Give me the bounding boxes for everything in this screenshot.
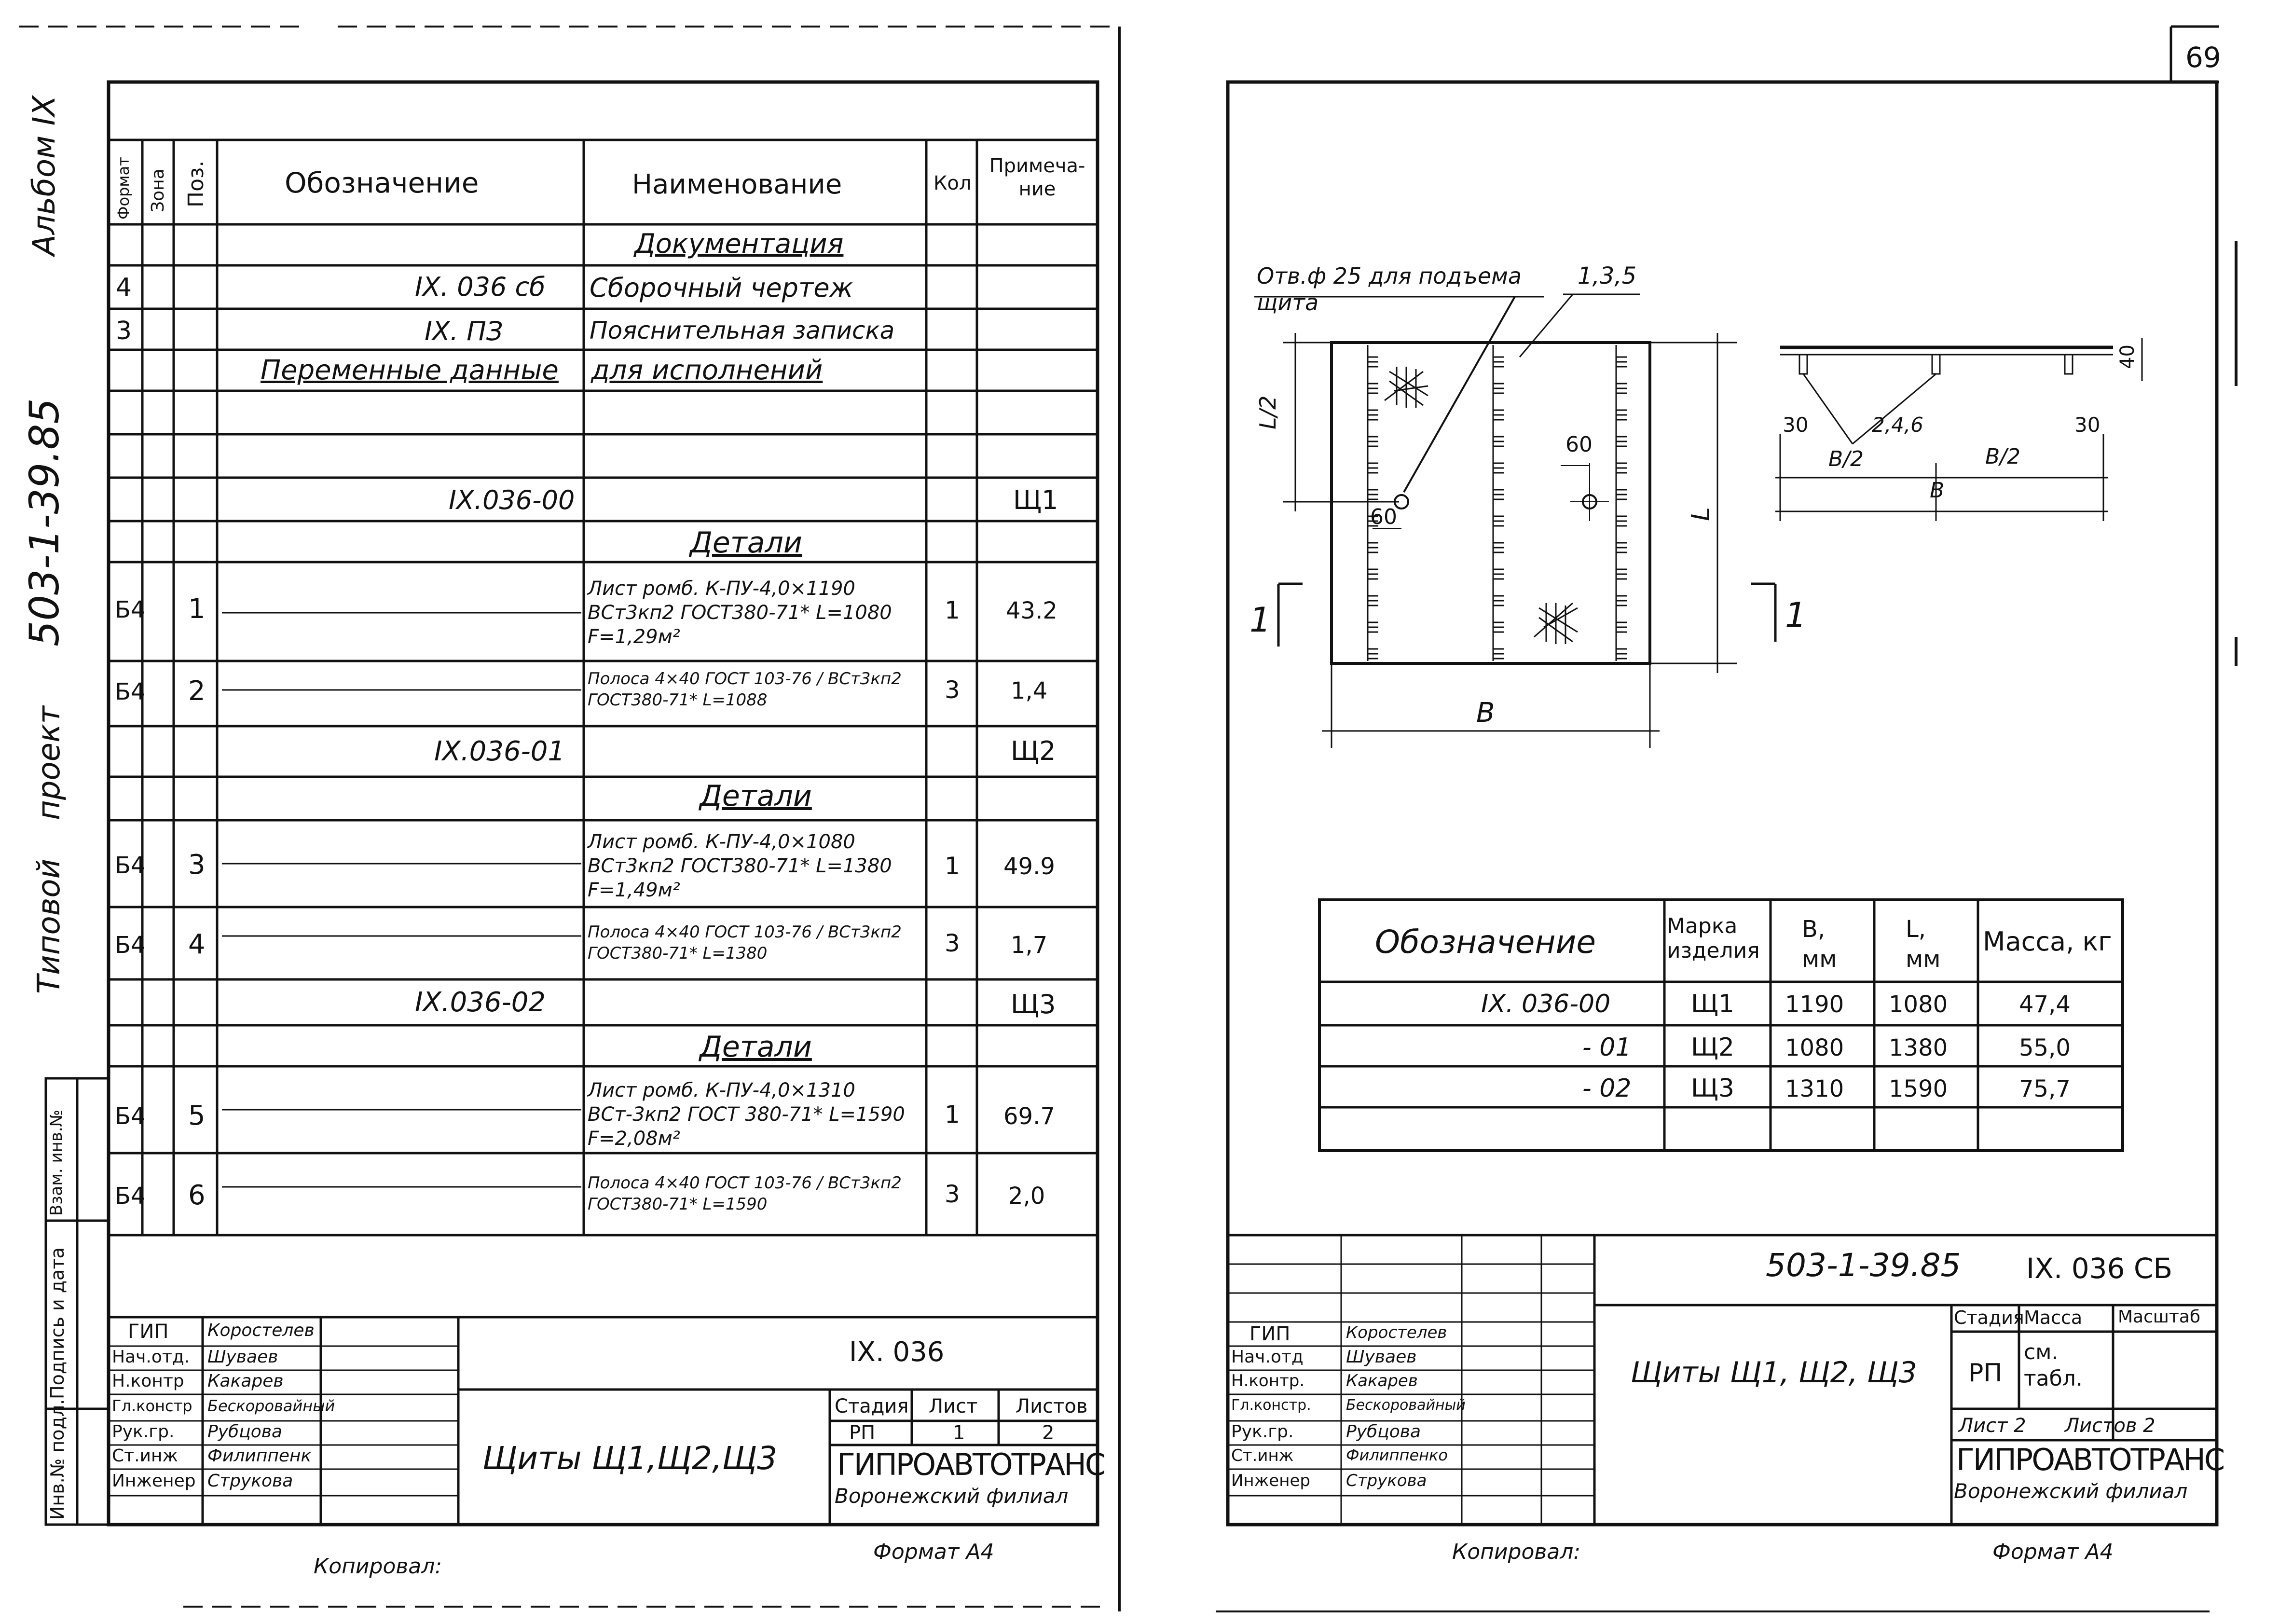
side-label-album: Альбом IX bbox=[27, 95, 62, 256]
r-staff-role-3: Гл.констр. bbox=[1231, 1397, 1311, 1414]
r-staff-role-0: ГИП bbox=[1249, 1323, 1291, 1345]
vt-r0-c0: IX. 036-00 bbox=[1481, 990, 1611, 1018]
row-2-designation: IX. ПЗ bbox=[425, 316, 503, 346]
r-staff-role-6: Инженер bbox=[1231, 1471, 1310, 1490]
right-stage-value: РП bbox=[1968, 1359, 2003, 1388]
side-label-tipovoi: Типовой bbox=[31, 858, 67, 994]
dim-60a: 60 bbox=[1565, 432, 1593, 457]
sheet-value: 1 bbox=[953, 1422, 965, 1444]
page-number: 69 bbox=[2185, 41, 2221, 74]
staff-role-4: Рук.гр. bbox=[112, 1422, 175, 1442]
staff-name-6: Струкова bbox=[207, 1471, 293, 1491]
vt-r2-c3: 1590 bbox=[1889, 1075, 1948, 1102]
r-staff-name-3: Бескоровайный bbox=[1346, 1397, 1466, 1414]
row-15-format: Б4 bbox=[115, 1183, 146, 1210]
weld-tick bbox=[1493, 490, 1504, 499]
vt-r2-c1: Щ3 bbox=[1691, 1074, 1734, 1103]
row-10-note: 49.9 bbox=[1003, 853, 1055, 880]
weld-tick bbox=[1493, 357, 1504, 367]
stamp-podpis-data: Подпись и дата bbox=[47, 1247, 68, 1399]
staff-name-5: Филиппенк bbox=[207, 1446, 312, 1466]
header-name: Наименование bbox=[632, 169, 842, 200]
dim-B2b: B/2 bbox=[1985, 444, 2021, 469]
row-2-format: 3 bbox=[116, 317, 132, 345]
weld-tick bbox=[1616, 410, 1627, 420]
vt-header-0: Обозначение bbox=[1375, 923, 1596, 961]
weld-tick bbox=[1616, 569, 1627, 579]
weld-tick bbox=[1493, 596, 1504, 606]
row-15-pos: 6 bbox=[188, 1180, 206, 1211]
row-1-designation: IX. 036 сб bbox=[415, 272, 546, 302]
row-3-name: для исполнений bbox=[591, 355, 823, 386]
drawing-title: Щиты Щ1,Щ2,Щ3 bbox=[482, 1440, 778, 1477]
weld-tick bbox=[1368, 569, 1378, 579]
row-9-name: Детали bbox=[700, 779, 812, 813]
stage-label: Стадия bbox=[835, 1395, 909, 1418]
row-6-name: Лист ромб. К-ПУ-4,0×1190 ВСт3кп2 ГОСТ380-71* L=1080 F=1,29м² bbox=[588, 578, 892, 648]
row-6-pos: 1 bbox=[188, 593, 206, 625]
right-sheets-label: Листов 2 bbox=[2065, 1415, 2155, 1437]
weld-tick bbox=[1368, 622, 1378, 632]
dim-60b: 60 bbox=[1370, 505, 1397, 529]
staff-name-0: Коростелев bbox=[207, 1321, 315, 1340]
row-1-name: Сборочный чертеж bbox=[590, 273, 853, 303]
right-mass-value: см. табл. bbox=[2024, 1340, 2083, 1391]
dim-30b: 30 bbox=[2074, 413, 2101, 437]
side-label-proekt: проект bbox=[31, 706, 67, 820]
weld-tick bbox=[1493, 649, 1504, 659]
weld-tick bbox=[1493, 569, 1504, 579]
weld-tick bbox=[1616, 649, 1627, 659]
header-pos: Поз. bbox=[184, 160, 208, 207]
hole-note: Отв.ф 25 для подъема щита bbox=[1257, 263, 1522, 316]
dim-L2: L/2 bbox=[1255, 395, 1281, 429]
vt-header-3: L, мм bbox=[1906, 916, 1941, 973]
right-org-name: ГИПРОАВТОТРАНС bbox=[1956, 1442, 2224, 1477]
r-staff-role-5: Ст.инж bbox=[1231, 1446, 1294, 1465]
weld-tick bbox=[1493, 516, 1504, 526]
org-name: ГИПРОАВТОТРАНС bbox=[837, 1447, 1105, 1482]
row-7-format: Б4 bbox=[115, 678, 146, 705]
row-8-designation: IX.036-01 bbox=[434, 736, 565, 767]
staff-name-4: Рубцова bbox=[207, 1422, 283, 1442]
row-11-name: Полоса 4×40 ГОСТ 103-76 / ВСт3кп2 ГОСТ380-71* L=1380 bbox=[588, 922, 902, 963]
dim-30a: 30 bbox=[1783, 413, 1809, 437]
left-format-label: Формат А4 bbox=[873, 1540, 994, 1564]
r-staff-name-4: Рубцова bbox=[1346, 1422, 1421, 1442]
row-12-note: Щ3 bbox=[1011, 989, 1056, 1019]
weld-tick bbox=[1616, 543, 1627, 552]
right-stage-label: Стадия bbox=[1954, 1307, 2024, 1328]
row-7-name: Полоса 4×40 ГОСТ 103-76 / ВСт3кп2 ГОСТ380-71* L=1088 bbox=[588, 669, 902, 710]
vt-header-1: Марка изделия bbox=[1667, 914, 1760, 963]
r-staff-role-1: Нач.отд bbox=[1231, 1347, 1304, 1367]
weld-tick bbox=[1493, 384, 1504, 393]
r-staff-name-6: Струкова bbox=[1346, 1471, 1427, 1490]
dim-B2a: B/2 bbox=[1828, 447, 1864, 471]
r-staff-role-4: Рук.гр. bbox=[1231, 1422, 1294, 1442]
weld-tick bbox=[1368, 463, 1378, 473]
vt-r1-c0: - 01 bbox=[1582, 1033, 1632, 1062]
row-14-pos: 5 bbox=[188, 1100, 206, 1131]
staff-role-3: Гл.констр bbox=[112, 1397, 192, 1415]
weld-tick bbox=[1368, 357, 1378, 367]
row-10-name: Лист ромб. К-ПУ-4,0×1080 ВСт3кп2 ГОСТ380-71* L=1380 F=1,49м² bbox=[588, 831, 892, 901]
vt-r1-c2: 1080 bbox=[1785, 1034, 1844, 1061]
row-15-note: 2,0 bbox=[1008, 1183, 1045, 1210]
row-14-note: 69.7 bbox=[1003, 1103, 1055, 1130]
staff-role-6: Инженер bbox=[112, 1471, 196, 1491]
weld-tick bbox=[1616, 357, 1627, 367]
row-7-pos: 2 bbox=[188, 675, 206, 707]
weld-tick bbox=[1368, 543, 1378, 552]
weld-tick bbox=[1493, 543, 1504, 552]
header-format: Формат bbox=[114, 157, 133, 220]
weld-tick bbox=[1616, 516, 1627, 526]
header-qty: Кол bbox=[934, 172, 972, 194]
doc-code: IX. 036 bbox=[849, 1336, 945, 1368]
org-branch: Воронежский филиал bbox=[835, 1484, 1069, 1508]
vt-header-2: B, мм bbox=[1802, 916, 1837, 973]
vt-r2-c4: 75,7 bbox=[2019, 1075, 2071, 1102]
staff-role-2: Н.контр bbox=[112, 1371, 184, 1391]
section-mark-b: 1 bbox=[1785, 595, 1807, 635]
row-6-note: 43.2 bbox=[1006, 597, 1057, 624]
staff-role-0: ГИП bbox=[128, 1321, 169, 1343]
header-designation: Обозначение bbox=[285, 166, 479, 199]
staff-role-5: Ст.инж bbox=[112, 1446, 178, 1466]
right-scale-label: Масштаб bbox=[2118, 1307, 2201, 1327]
row-10-format: Б4 bbox=[115, 852, 146, 879]
weld-tick bbox=[1616, 437, 1627, 446]
sheets-value: 2 bbox=[1042, 1422, 1055, 1444]
row-7-note: 1,4 bbox=[1011, 677, 1048, 704]
staff-name-1: Шуваев bbox=[207, 1347, 278, 1367]
row-15-qty: 3 bbox=[945, 1180, 960, 1208]
row-6-qty: 1 bbox=[945, 596, 960, 624]
row-2-name: Пояснительная записка bbox=[590, 317, 895, 344]
right-format-label: Формат А4 bbox=[1992, 1540, 2114, 1564]
weld-tick bbox=[1368, 437, 1378, 446]
row-6-format: Б4 bbox=[115, 596, 146, 623]
header-zone: Зона bbox=[148, 168, 168, 212]
vt-r1-c3: 1380 bbox=[1889, 1034, 1948, 1061]
row-8-note: Щ2 bbox=[1011, 736, 1056, 766]
dim-B-section: B bbox=[1930, 478, 1945, 503]
stamp-inv-podl: Инв.№ подл. bbox=[47, 1399, 68, 1520]
row-10-pos: 3 bbox=[188, 849, 206, 881]
r-staff-name-5: Филиппенко bbox=[1346, 1446, 1448, 1464]
row-3-designation: Переменные данные bbox=[261, 355, 559, 386]
row-7-qty: 3 bbox=[945, 676, 960, 704]
weld-tick bbox=[1616, 490, 1627, 499]
right-copied-label: Копировал: bbox=[1452, 1540, 1581, 1564]
weld-tick bbox=[1493, 463, 1504, 473]
row-14-qty: 1 bbox=[945, 1101, 960, 1129]
weld-tick bbox=[1368, 649, 1378, 659]
staff-role-1: Нач.отд. bbox=[112, 1347, 190, 1367]
pos-callout-135: 1,3,5 bbox=[1578, 262, 1637, 289]
project-code: 503-1-39.85 bbox=[1766, 1247, 1961, 1284]
right-org-branch: Воронежский филиал bbox=[1954, 1479, 2188, 1503]
row-4-note: Щ1 bbox=[1013, 485, 1058, 515]
sheets-label: Листов bbox=[1016, 1395, 1088, 1418]
left-copied-label: Копировал: bbox=[314, 1554, 442, 1579]
dim-40: 40 bbox=[2116, 344, 2139, 369]
r-staff-role-2: Н.контр. bbox=[1231, 1371, 1305, 1390]
weld-tick bbox=[1368, 596, 1378, 606]
vt-r2-c2: 1310 bbox=[1785, 1075, 1844, 1102]
weld-tick bbox=[1493, 410, 1504, 420]
right-sheet-label: Лист 2 bbox=[1959, 1415, 2026, 1437]
staff-name-2: Какарев bbox=[207, 1371, 284, 1391]
row-11-pos: 4 bbox=[188, 929, 206, 960]
vt-header-4: Масса, кг bbox=[1983, 926, 2112, 957]
r-staff-name-2: Какарев bbox=[1346, 1371, 1418, 1390]
r-staff-name-0: Коростелев bbox=[1346, 1323, 1447, 1342]
weld-tick bbox=[1493, 622, 1504, 632]
stage-value: РП bbox=[849, 1422, 876, 1444]
sheet-label: Лист bbox=[929, 1395, 978, 1418]
weld-tick bbox=[1368, 490, 1378, 499]
row-1-format: 4 bbox=[116, 273, 132, 302]
vt-r0-c3: 1080 bbox=[1889, 991, 1948, 1018]
vt-r0-c1: Щ1 bbox=[1691, 990, 1734, 1018]
stamp-vzam-inv: Взам. инв.№ bbox=[47, 1109, 66, 1216]
row-4-designation: IX.036-00 bbox=[449, 485, 575, 515]
header-note: Примеча-ние bbox=[989, 155, 1085, 200]
row-10-qty: 1 bbox=[945, 852, 960, 880]
staff-name-3: Бескоровайный bbox=[207, 1397, 335, 1415]
row-11-note: 1,7 bbox=[1011, 932, 1048, 959]
vt-r0-c4: 47,4 bbox=[2019, 991, 2071, 1018]
weld-tick bbox=[1368, 384, 1378, 393]
row-14-name: Лист ромб. К-ПУ-4,0×1310 ВСт-3кп2 ГОСТ 380-71* L=1590 F=2,08м² bbox=[588, 1079, 905, 1150]
weld-tick bbox=[1616, 596, 1627, 606]
row-11-qty: 3 bbox=[945, 929, 960, 957]
section-mark-a: 1 bbox=[1249, 600, 1271, 640]
right-doc-code: IX. 036 СБ bbox=[2026, 1252, 2173, 1285]
r-staff-name-1: Шуваев bbox=[1346, 1347, 1417, 1367]
side-label-code: 503-1-39.85 bbox=[21, 398, 68, 647]
row-15-name: Полоса 4×40 ГОСТ 103-76 / ВСт3кп2 ГОСТ380-71* L=1590 bbox=[588, 1173, 902, 1214]
row-13-name: Детали bbox=[700, 1030, 812, 1064]
vt-r1-c1: Щ2 bbox=[1691, 1033, 1734, 1062]
weld-tick bbox=[1616, 463, 1627, 473]
vt-r1-c4: 55,0 bbox=[2019, 1034, 2071, 1061]
weld-tick bbox=[1616, 622, 1627, 632]
dim-L: L bbox=[1687, 507, 1716, 521]
dim-B: B bbox=[1476, 697, 1495, 729]
weld-tick bbox=[1616, 384, 1627, 393]
weld-tick bbox=[1368, 410, 1378, 420]
row-0-name: Документация bbox=[634, 228, 844, 260]
row-5-name: Детали bbox=[690, 526, 802, 560]
row-11-format: Б4 bbox=[115, 932, 146, 959]
pos-callout-246: 2,4,6 bbox=[1872, 413, 1923, 437]
row-14-format: Б4 bbox=[115, 1103, 146, 1130]
weld-tick bbox=[1493, 437, 1504, 446]
row-12-designation: IX.036-02 bbox=[415, 987, 546, 1018]
vt-r2-c0: - 02 bbox=[1582, 1074, 1632, 1103]
vt-r0-c2: 1190 bbox=[1785, 991, 1844, 1018]
right-drawing-title: Щиты Щ1, Щ2, Щ3 bbox=[1631, 1356, 1917, 1390]
right-mass-label: Масса bbox=[2024, 1307, 2083, 1328]
